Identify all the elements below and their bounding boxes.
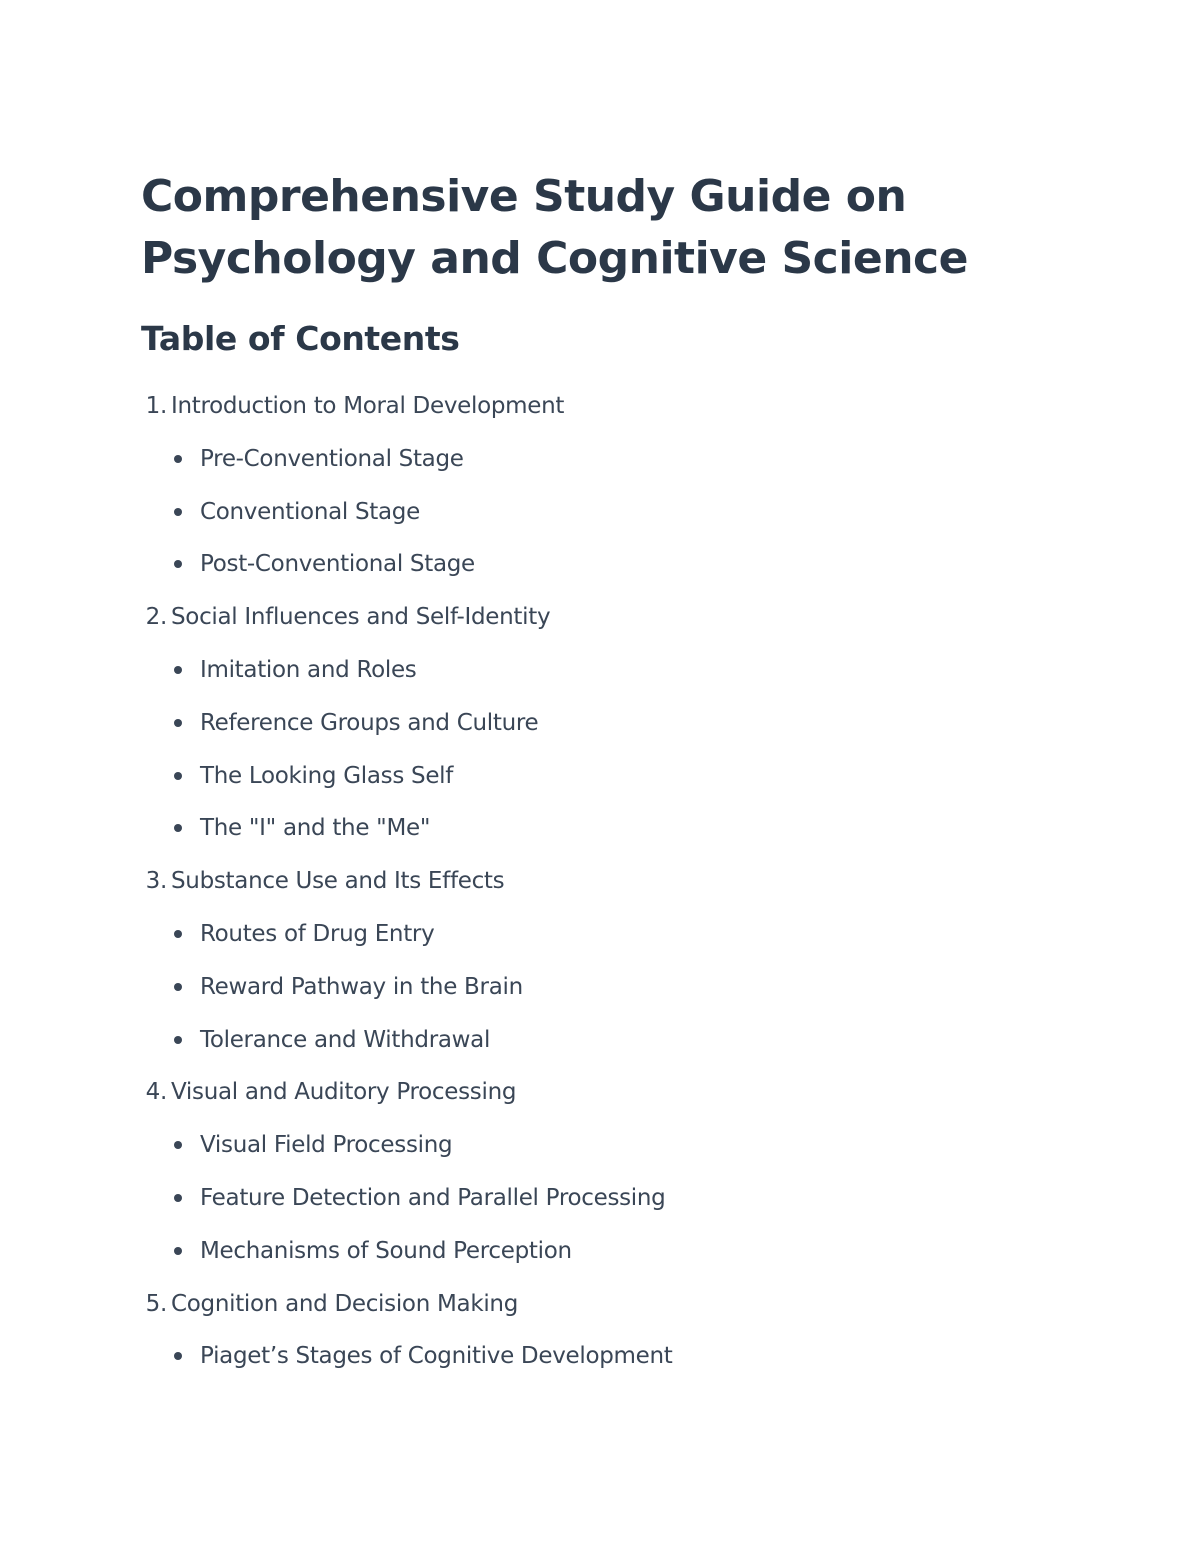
toc-subitem-label: Post-Conventional Stage (200, 551, 475, 578)
toc-section (141, 1289, 518, 1319)
bullet-icon (174, 1247, 182, 1255)
toc-subitem-label: Feature Detection and Parallel Processing (200, 1185, 666, 1211)
bullet-icon (174, 983, 182, 991)
toc-subitem-label: Reference Groups and Culture (200, 709, 539, 736)
toc-heading: Table of Contents (141, 319, 460, 358)
bullet-icon (174, 930, 182, 938)
toc-subitem (200, 497, 420, 527)
bullet-icon (174, 719, 182, 727)
toc-subitem (200, 972, 523, 1002)
toc-section-number: 2. (145, 604, 167, 631)
toc-subitem (200, 813, 430, 843)
toc-section (141, 391, 564, 421)
bullet-icon (174, 1352, 182, 1360)
toc-subitem-label: Visual Field Processing (200, 1132, 453, 1159)
toc-subitem (200, 1236, 572, 1266)
page-title: Comprehensive Study Guide on Psychology and Cognitive Science (141, 171, 968, 284)
bullet-icon (174, 824, 182, 832)
toc-subitem-label: Reward Pathway in the Brain (200, 973, 523, 1000)
toc-subitem-label: Tolerance and Withdrawal (200, 1026, 491, 1053)
toc-subitem-label: Piaget’s Stages of Cognitive Development (200, 1343, 673, 1370)
toc-section (141, 602, 550, 632)
bullet-icon (174, 1036, 182, 1044)
toc-subitem (200, 919, 434, 949)
toc-subitem-label: Mechanisms of Sound Perception (200, 1237, 572, 1264)
toc-subitem (200, 708, 538, 738)
bullet-icon (174, 455, 182, 463)
toc-subitem (200, 1341, 672, 1371)
toc-subitem (200, 1183, 665, 1213)
toc-section (141, 1077, 516, 1107)
toc-section-number: 5. (145, 1290, 167, 1317)
toc-subitem-label: Conventional Stage (200, 498, 420, 525)
toc-section-label: Introduction to Moral Development (171, 393, 565, 419)
bullet-icon (174, 508, 182, 516)
toc-section (141, 866, 504, 896)
toc-section-number: 1. (145, 393, 167, 419)
toc-subitem (200, 549, 475, 579)
bullet-icon (174, 666, 182, 674)
bullet-icon (174, 772, 182, 780)
toc-subitem-label: Routes of Drug Entry (200, 921, 435, 947)
toc-subitem-label: The Looking Glass Self (200, 762, 454, 789)
toc-section-label: Social Influences and Self-Identity (171, 604, 551, 631)
bullet-icon (174, 560, 182, 568)
toc-subitem (200, 655, 416, 685)
toc-section-number: 3. (145, 868, 167, 895)
toc-subitem-label: The "I" and the "Me" (200, 815, 431, 842)
toc-subitem (200, 1025, 490, 1055)
toc-subitem-label: Imitation and Roles (200, 657, 417, 683)
toc-subitem (200, 761, 453, 791)
toc-section-label: Visual and Auditory Processing (171, 1079, 517, 1106)
toc-section-label: Substance Use and Its Effects (171, 868, 505, 895)
toc-subitem (200, 444, 464, 474)
bullet-icon (174, 1141, 182, 1149)
toc-subitem-label: Pre-Conventional Stage (200, 445, 464, 472)
toc-section-label: Cognition and Decision Making (171, 1290, 519, 1317)
toc-subitem (200, 1130, 452, 1160)
bullet-icon (174, 1194, 182, 1202)
toc-section-number: 4. (145, 1079, 167, 1106)
